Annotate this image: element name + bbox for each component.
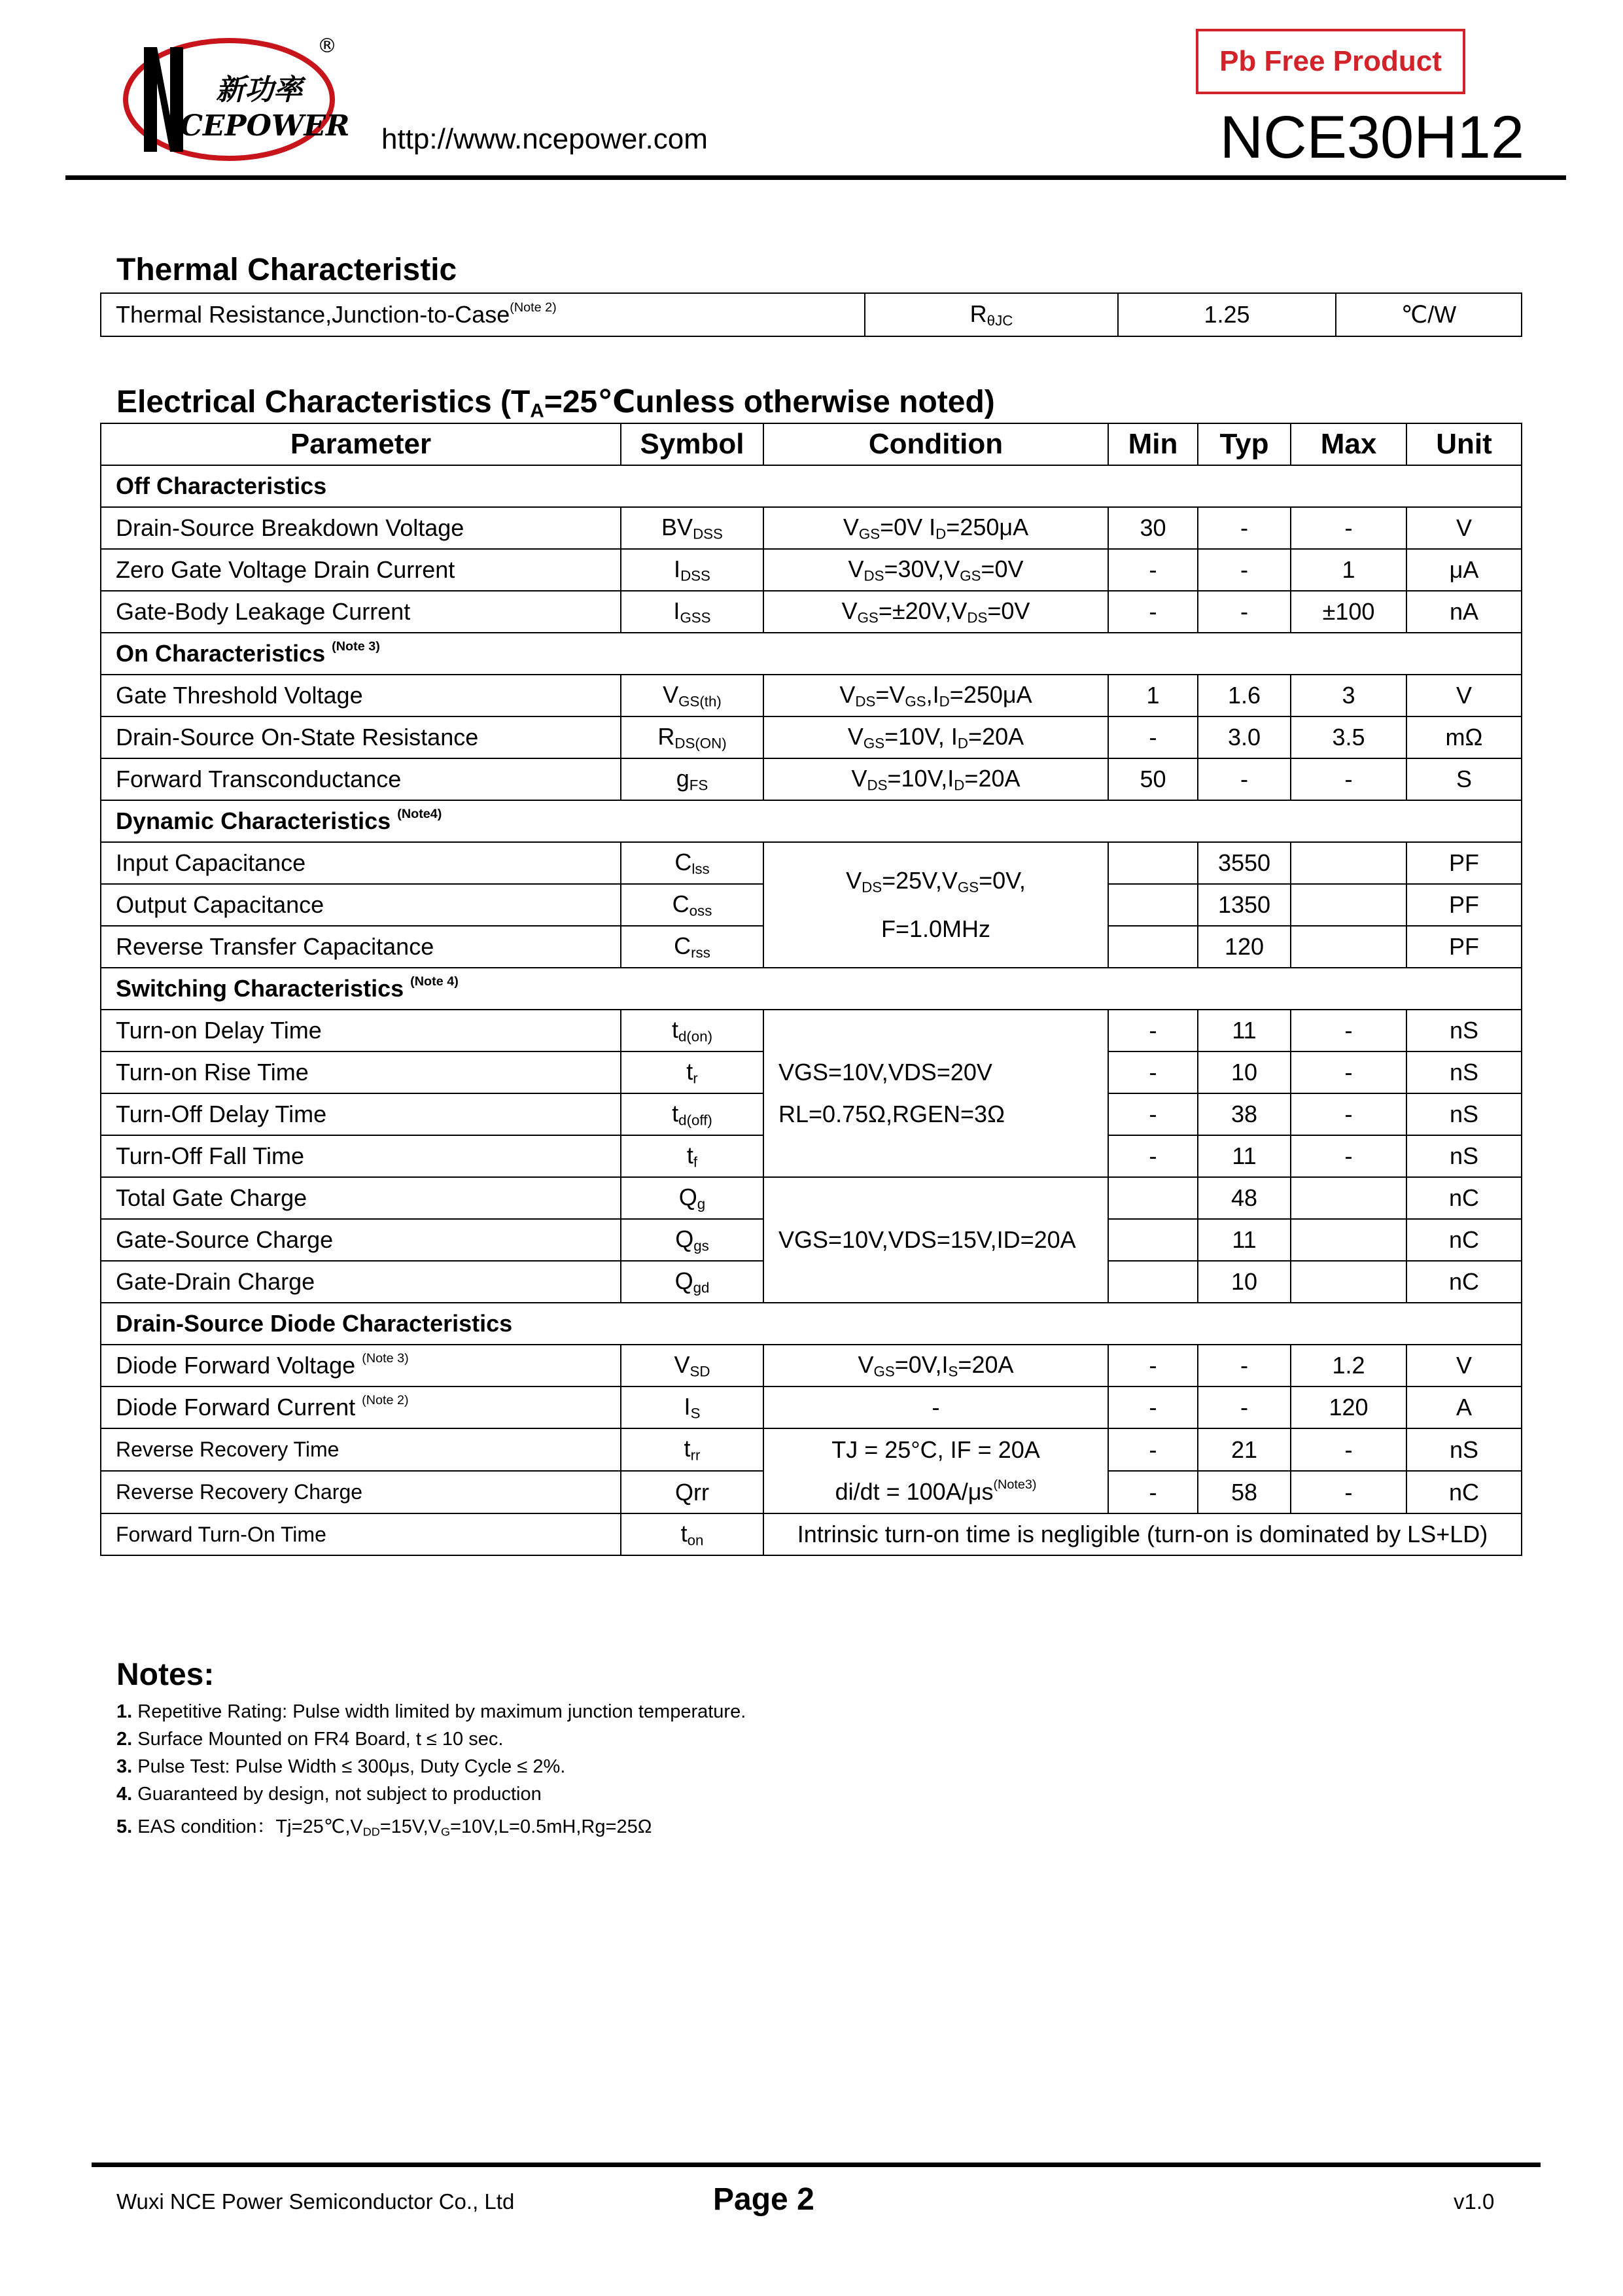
table-row <box>101 1010 1522 1051</box>
symbol-cell: $Q_g$ <box>621 1177 763 1219</box>
max-cell: 1.2 <box>1291 1345 1406 1386</box>
company-logo <box>118 27 350 165</box>
symbol-cell: $V_{GS(th)}$ <box>621 675 763 716</box>
param-cell: Gate-Drain Charge <box>101 1261 621 1303</box>
max-cell: 3.5 <box>1291 716 1406 758</box>
typ-cell: - <box>1198 1345 1291 1386</box>
group-switching: Switching Characteristics $^{(Note 4)}$ <box>101 968 1522 1010</box>
typ-cell: 11 <box>1198 1135 1291 1177</box>
max-cell: - <box>1291 758 1406 800</box>
thermal-symbol: $R_{\theta JC}$ <box>865 293 1118 336</box>
symbol-cell: $R_{DS(ON)}$ <box>621 716 763 758</box>
symbol-cell: $t_{d(off)}$ <box>621 1093 763 1135</box>
thermal-value: 1.25 <box>1118 293 1336 336</box>
table-row <box>101 1513 1522 1555</box>
unit-cell: nS <box>1406 1428 1522 1471</box>
header-max: Max <box>1291 423 1406 465</box>
thermal-title: Thermal Characteristic <box>116 253 457 287</box>
group-off: Off Characteristics <box>101 465 1522 507</box>
logo-en-text: CEPOWER <box>180 109 350 143</box>
table-row <box>101 716 1522 758</box>
min-cell: - <box>1108 591 1198 633</box>
min-cell: 1 <box>1108 675 1198 716</box>
symbol-cell: $g_{FS}$ <box>621 758 763 800</box>
param-cell: Total Gate Charge <box>101 1177 621 1219</box>
condition-cell: $V_{GS}=\pm 20V,V_{DS}=0V$ <box>763 591 1108 633</box>
electrical-table <box>100 423 1522 1556</box>
condition-cell: $V_{GS}=10V$, $I_D=20A$ <box>763 716 1108 758</box>
typ-cell: - <box>1198 1386 1291 1428</box>
unit-cell: A <box>1406 1386 1522 1428</box>
min-cell: 30 <box>1108 507 1198 549</box>
footer-divider <box>92 2163 1541 2167</box>
group-row <box>101 800 1522 842</box>
max-cell <box>1291 884 1406 926</box>
min-cell: - <box>1108 549 1198 591</box>
header-typ: Typ <box>1198 423 1291 465</box>
header-condition: Condition <box>763 423 1108 465</box>
unit-cell: nS <box>1406 1135 1522 1177</box>
param-cell: Gate Threshold Voltage <box>101 675 621 716</box>
symbol-cell: $BV_{DSS}$ <box>621 507 763 549</box>
group-row <box>101 968 1522 1010</box>
group-row <box>101 465 1522 507</box>
min-cell: - <box>1108 716 1198 758</box>
typ-cell: 10 <box>1198 1051 1291 1093</box>
header-unit: Unit <box>1406 423 1522 465</box>
typ-cell: 3550 <box>1198 842 1291 884</box>
unit-cell: PF <box>1406 926 1522 968</box>
param-cell: Drain-Source Breakdown Voltage <box>101 507 621 549</box>
condition-cell: $V_{GS}=0V,I_S=20A$ <box>763 1345 1108 1386</box>
param-cell: Output Capacitance <box>101 884 621 926</box>
unit-cell: nC <box>1406 1177 1522 1219</box>
param-cell: Drain-Source On-State Resistance <box>101 716 621 758</box>
symbol-cell: $C_{oss}$ <box>621 884 763 926</box>
max-cell: ±100 <box>1291 591 1406 633</box>
note-item: 1. Repetitive Rating: Pulse width limited by maximum junction temperature. <box>116 1701 746 1722</box>
typ-cell: 120 <box>1198 926 1291 968</box>
min-cell <box>1108 926 1198 968</box>
param-cell: Turn-Off Delay Time <box>101 1093 621 1135</box>
table-row <box>101 507 1522 549</box>
max-cell: - <box>1291 1093 1406 1135</box>
typ-cell: 1.6 <box>1198 675 1291 716</box>
company-name: Wuxi NCE Power Semiconductor Co., Ltd <box>116 2189 515 2214</box>
param-cell: Input Capacitance <box>101 842 621 884</box>
unit-cell: nC <box>1406 1261 1522 1303</box>
param-cell: Reverse Recovery Charge <box>101 1471 621 1513</box>
min-cell: - <box>1108 1471 1198 1513</box>
table-row <box>101 1428 1522 1471</box>
unit-cell: nA <box>1406 591 1522 633</box>
unit-cell: nS <box>1406 1051 1522 1093</box>
unit-cell: V <box>1406 675 1522 716</box>
param-cell: Reverse Transfer Capacitance <box>101 926 621 968</box>
table-row <box>101 1386 1522 1428</box>
condition-cell: $V_{DS}=10V,I_D=20A$ <box>763 758 1108 800</box>
table-row <box>101 1177 1522 1219</box>
min-cell <box>1108 1177 1198 1219</box>
table-header <box>101 423 1522 465</box>
symbol-cell: $Q_{gd}$ <box>621 1261 763 1303</box>
notes-title: Notes: <box>116 1657 215 1692</box>
header-parameter: Parameter <box>101 423 621 465</box>
unit-cell: nC <box>1406 1219 1522 1261</box>
group-on: On Characteristics $^{(Note 3)}$ <box>101 633 1522 675</box>
typ-cell: 21 <box>1198 1428 1291 1471</box>
max-cell <box>1291 1177 1406 1219</box>
typ-cell: - <box>1198 549 1291 591</box>
header-divider <box>65 175 1566 180</box>
symbol-cell: $I_{DSS}$ <box>621 549 763 591</box>
param-cell: Diode Forward Voltage $^{(Note 3)}$ <box>101 1345 621 1386</box>
symbol-cell: $t_r$ <box>621 1051 763 1093</box>
unit-cell: nS <box>1406 1093 1522 1135</box>
logo-graphic <box>118 27 350 165</box>
table-row <box>101 842 1522 884</box>
symbol-cell: $C_{lss}$ <box>621 842 763 884</box>
symbol-cell: Qrr <box>621 1471 763 1513</box>
condition-cell: $V_{DS}=30V,V_{GS}=0V$ <box>763 549 1108 591</box>
unit-cell: nS <box>1406 1010 1522 1051</box>
thermal-row <box>101 293 1522 336</box>
symbol-cell: $I_S$ <box>621 1386 763 1428</box>
max-cell: - <box>1291 1051 1406 1093</box>
unit-cell: V <box>1406 507 1522 549</box>
notes-list <box>116 1698 746 1845</box>
typ-cell: 3.0 <box>1198 716 1291 758</box>
symbol-cell: $V_{SD}$ <box>621 1345 763 1386</box>
param-cell: Turn-on Delay Time <box>101 1010 621 1051</box>
table-row <box>101 549 1522 591</box>
param-cell: Gate-Body Leakage Current <box>101 591 621 633</box>
symbol-cell: $Q_{gs}$ <box>621 1219 763 1261</box>
param-cell: Turn-Off Fall Time <box>101 1135 621 1177</box>
thermal-unit: ℃/W <box>1336 293 1522 336</box>
page-number: Page 2 <box>713 2182 814 2217</box>
condition-cell: $V_{DS}=V_{GS},I_D=250\mu A$ <box>763 675 1108 716</box>
thermal-param: Thermal Resistance,Junction-to-Case$^{(Note 2)}$ <box>101 293 865 336</box>
symbol-cell: $I_{GSS}$ <box>621 591 763 633</box>
param-cell: Turn-on Rise Time <box>101 1051 621 1093</box>
min-cell: - <box>1108 1093 1198 1135</box>
unit-cell: μA <box>1406 549 1522 591</box>
max-cell: 1 <box>1291 549 1406 591</box>
symbol-cell: $t_{on}$ <box>621 1513 763 1555</box>
max-cell <box>1291 842 1406 884</box>
switching-condition: VGS=10V,VDS=20V RL=0.75Ω,RGEN=3Ω <box>763 1010 1108 1177</box>
group-diode: Drain-Source Diode Characteristics <box>101 1303 1522 1345</box>
typ-cell: 38 <box>1198 1093 1291 1135</box>
typ-cell: 10 <box>1198 1261 1291 1303</box>
max-cell <box>1291 926 1406 968</box>
typ-cell: - <box>1198 507 1291 549</box>
condition-cell: Intrinsic turn-on time is negligible (turn-on is dominated by LS+LD) <box>763 1513 1522 1555</box>
param-cell: Forward Transconductance <box>101 758 621 800</box>
table-row <box>101 591 1522 633</box>
note-item: 4. Guaranteed by design, not subject to production <box>116 1784 542 1805</box>
param-cell: Forward Turn-On Time <box>101 1513 621 1555</box>
symbol-cell: $C_{rss}$ <box>621 926 763 968</box>
unit-cell: V <box>1406 1345 1522 1386</box>
thermal-table <box>100 292 1522 337</box>
max-cell: - <box>1291 1471 1406 1513</box>
symbol-cell: $t_{d(on)}$ <box>621 1010 763 1051</box>
gate-charge-condition: VGS=10V,VDS=15V,ID=20A <box>763 1177 1108 1303</box>
min-cell: 50 <box>1108 758 1198 800</box>
unit-cell: PF <box>1406 842 1522 884</box>
max-cell: - <box>1291 507 1406 549</box>
recovery-condition: TJ = 25°C, IF = 20A $di/dt = 100A/\mu s^{(Note3)}$ <box>763 1428 1108 1513</box>
group-dynamic: Dynamic Characteristics $^{(Note4)}$ <box>101 800 1522 842</box>
note-item: 3. Pulse Test: Pulse Width ≤ 300μs, Duty Cycle ≤ 2%. <box>116 1756 566 1777</box>
min-cell: - <box>1108 1386 1198 1428</box>
version-label: v1.0 <box>1454 2189 1495 2214</box>
pb-free-badge: Pb Free Product <box>1196 29 1465 94</box>
min-cell <box>1108 1219 1198 1261</box>
min-cell <box>1108 884 1198 926</box>
unit-cell: S <box>1406 758 1522 800</box>
max-cell <box>1291 1261 1406 1303</box>
param-cell: Reverse Recovery Time <box>101 1428 621 1471</box>
registered-mark: ® <box>317 35 337 58</box>
min-cell: - <box>1108 1051 1198 1093</box>
typ-cell: 11 <box>1198 1010 1291 1051</box>
typ-cell: - <box>1198 758 1291 800</box>
param-cell: Zero Gate Voltage Drain Current <box>101 549 621 591</box>
header-symbol: Symbol <box>621 423 763 465</box>
typ-cell: 1350 <box>1198 884 1291 926</box>
group-row <box>101 633 1522 675</box>
unit-cell: PF <box>1406 884 1522 926</box>
unit-cell: nC <box>1406 1471 1522 1513</box>
min-cell <box>1108 842 1198 884</box>
capacitance-condition: $V_{DS}=25V,V_{GS}=0V$, F=1.0MHz <box>763 842 1108 968</box>
symbol-cell: $t_f$ <box>621 1135 763 1177</box>
typ-cell: - <box>1198 591 1291 633</box>
typ-cell: 48 <box>1198 1177 1291 1219</box>
typ-cell: 58 <box>1198 1471 1291 1513</box>
table-row <box>101 1345 1522 1386</box>
max-cell: 3 <box>1291 675 1406 716</box>
symbol-cell: $t_{rr}$ <box>621 1428 763 1471</box>
logo-cn-text: 新功率 <box>216 73 302 107</box>
max-cell: - <box>1291 1010 1406 1051</box>
condition-cell: - <box>763 1386 1108 1428</box>
max-cell: 120 <box>1291 1386 1406 1428</box>
table-row <box>101 675 1522 716</box>
param-cell: Diode Forward Current $^{(Note 2)}$ <box>101 1386 621 1428</box>
group-row <box>101 1303 1522 1345</box>
max-cell: - <box>1291 1135 1406 1177</box>
min-cell: - <box>1108 1010 1198 1051</box>
unit-cell: mΩ <box>1406 716 1522 758</box>
typ-cell: 11 <box>1198 1219 1291 1261</box>
min-cell <box>1108 1261 1198 1303</box>
max-cell <box>1291 1219 1406 1261</box>
min-cell: - <box>1108 1135 1198 1177</box>
part-number: NCE30H12 <box>1219 104 1524 171</box>
electrical-title: Electrical Characteristics ($T_A=25℃unless$ otherwise noted) <box>116 385 995 422</box>
max-cell: - <box>1291 1428 1406 1471</box>
note-item: 2. Surface Mounted on FR4 Board, t ≤ 10 sec. <box>116 1729 504 1750</box>
min-cell: - <box>1108 1345 1198 1386</box>
company-url[interactable]: http://www.ncepower.com <box>381 123 708 155</box>
table-row <box>101 758 1522 800</box>
header-min: Min <box>1108 423 1198 465</box>
condition-cell: $V_{GS}=0V$ $I_D=250\mu A$ <box>763 507 1108 549</box>
min-cell: - <box>1108 1428 1198 1471</box>
note-item: 5. EAS condition：$Tj=25℃,V_{DD}=15V,V_G=10V,L=0.5mH,Rg=25\Omega$ <box>116 1816 652 1839</box>
param-cell: Gate-Source Charge <box>101 1219 621 1261</box>
